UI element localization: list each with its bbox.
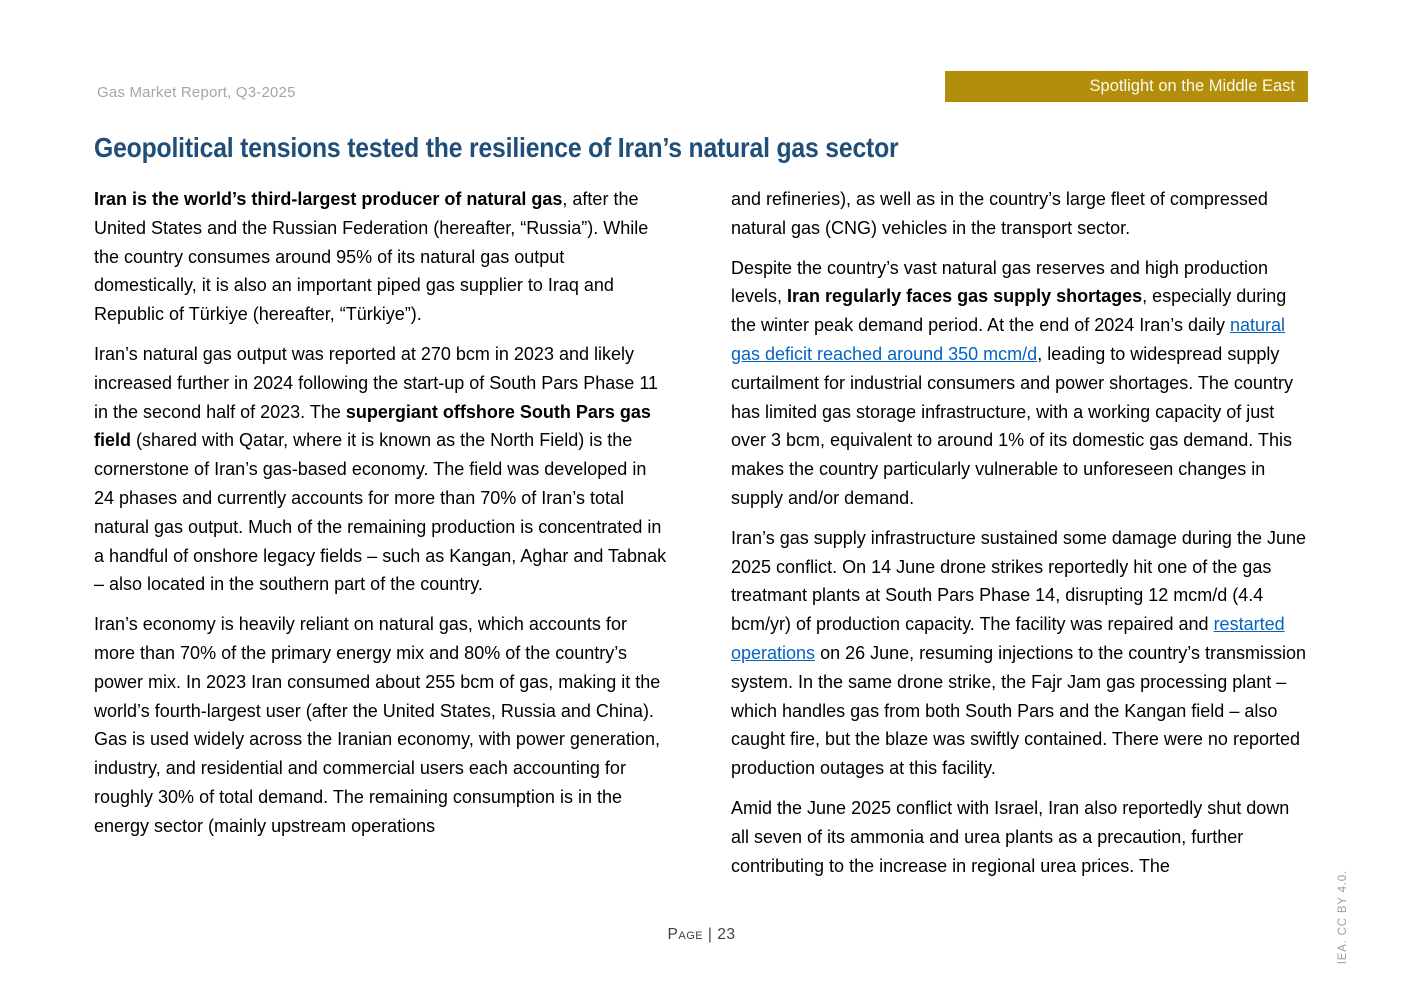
right-paragraph-4: [731, 794, 1308, 880]
restarted-operations-link[interactable]: restarted operations: [731, 614, 1285, 663]
left-column: [94, 185, 671, 891]
text-segment: (shared with Qatar, where it is known as the North Field) is the cornerstone of Iran’s gas-based economy. The field was developed in 24 phases and currently accounts for more than 70% of Iran’s total natural gas output. Much of the remaining production is concentrated in a handful of onshore legacy fields – such as Kangan, Aghar and Tabnak – also located in the southern part of the country.: [94, 430, 667, 595]
page-number: Page | 23: [667, 926, 736, 943]
text-segment: Iran’s economy is heavily reliant on natural gas, which accounts for more than 70% of the primary energy mix and 80% of the country’s power mix. In 2023 Iran consumed about 255 bcm of gas, making it the world’s fourth-largest user (after the United States, Russia and China). Gas is used widely across the Iranian economy, with power generation, industry, and residential and commercial users each accounting for roughly 30% of total demand. The remaining consumption is in the energy sector (mainly upstream operations: [94, 614, 661, 836]
report-title: Gas Market Report, Q3-2025: [97, 84, 296, 101]
two-column-body: [94, 185, 1308, 891]
text-segment: on 26 June, resuming injections to the country’s transmission system. In the same drone strike, the Fajr Jam gas processing plant – which handles gas from both South Pars and the Kangan field – also caught fire, but the blaze was swiftly contained. There were no reported production outages at this facility.: [731, 642, 1306, 779]
spotlight-badge: Spotlight on the Middle East: [945, 71, 1308, 102]
gas-deficit-link[interactable]: natural gas deficit reached around 350 mcm/d: [731, 315, 1286, 364]
text-segment: Iran’s natural gas output was reported at 270 bcm in 2023 and likely increased further in 2024 following the start-up of South Pars Phase 11 in the second half of 2023. The: [94, 343, 659, 422]
text-segment: supergiant offshore South Pars gas field: [94, 401, 651, 451]
license-credit: IEA. CC BY 4.0.: [1337, 869, 1349, 964]
left-paragraph-2: [94, 340, 671, 599]
left-paragraph-1: [94, 185, 671, 329]
right-paragraph-3: [731, 524, 1308, 783]
left-paragraph-3: [94, 610, 671, 840]
right-paragraph-2: [731, 254, 1308, 513]
right-column: [731, 185, 1308, 891]
text-segment: and refineries), as well as in the country’s large fleet of compressed natural gas (CNG) vehicles in the transport sector.: [731, 189, 1268, 238]
text-segment: , especially during the winter peak demand period. At the end of 2024 Iran’s daily: [731, 286, 1287, 336]
text-segment: Despite the country’s vast natural gas reserves and high production levels,: [731, 257, 1268, 307]
text-segment: , leading to widespread supply curtailment for industrial consumers and power shortages. The country has limited gas storage infrastructure, with a working capacity of just over 3 bcm, equivalent to around 1% of its domestic gas demand. This makes the country particularly vulnerable to unforeseen changes in supply and/or demand.: [731, 343, 1293, 508]
page-title: Geopolitical tensions tested the resilience of Iran’s natural gas sector: [94, 132, 899, 163]
text-segment: , after the United States and the Russian Federation (hereafter, “Russia”). While the country consumes around 95% of its natural gas output domestically, it is also an important piped gas supplier to Iraq and Republic of Türkiye (hereafter, “Türkiye”).: [94, 189, 649, 325]
right-paragraph-1: [731, 185, 1308, 243]
text-segment: Iran regularly faces gas supply shortages: [787, 286, 1143, 307]
text-segment: Iran’s gas supply infrastructure sustained some damage during the June 2025 conflict. On 14 June drone strikes reportedly hit one of the gas treatmant plants at South Pars Phase 14, disrupting 12 mcm/d (4.4 bcm/yr) of production capacity. The facility was repaired and: [731, 527, 1306, 635]
text-segment: Iran is the world’s third-largest producer of natural gas: [94, 189, 563, 209]
text-segment: Amid the June 2025 conflict with Israel, Iran also reportedly shut down all seven of its ammonia and urea plants as a precaution, further contributing to the increase in regional urea prices. The: [731, 797, 1290, 876]
